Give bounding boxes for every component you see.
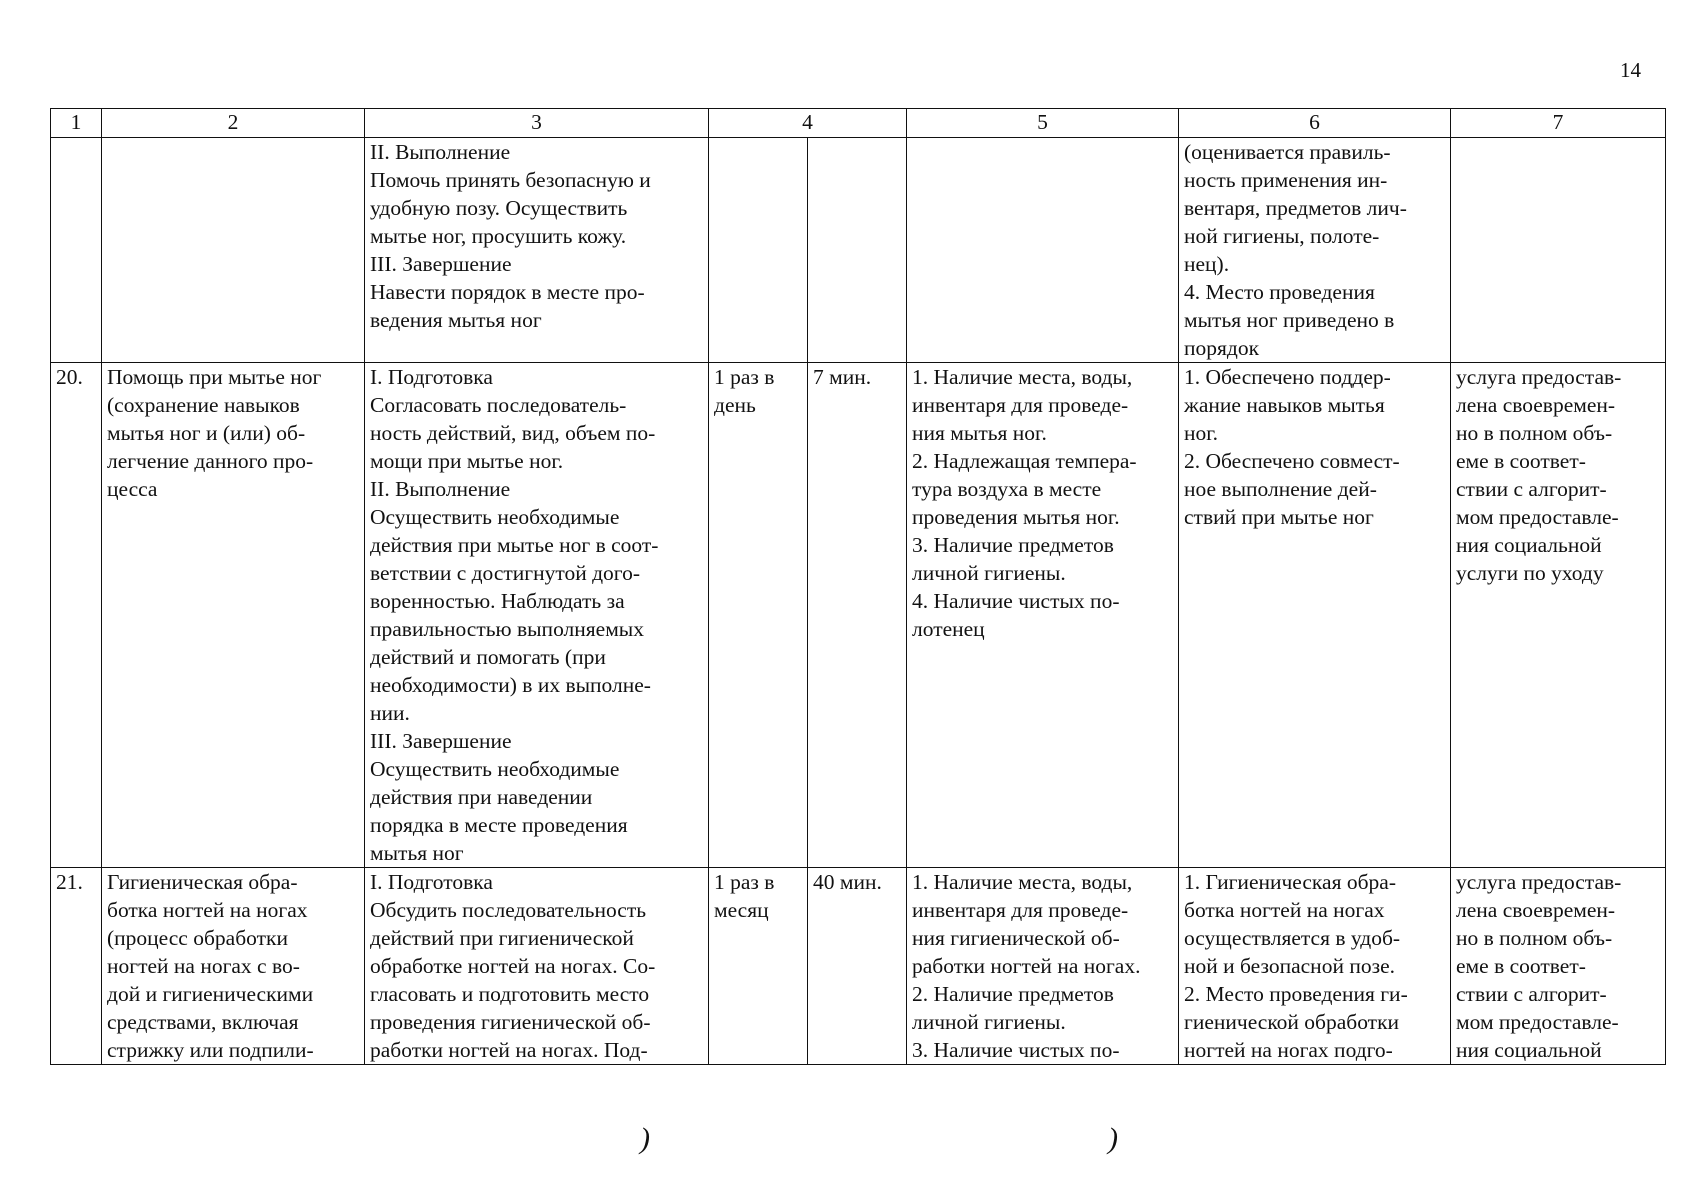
col-header-3: 3 — [365, 109, 709, 138]
col-header-5: 5 — [907, 109, 1179, 138]
conditions-line: ния мытья ног. — [912, 421, 1047, 445]
result-indicators-line: жание навыков мытья — [1184, 393, 1385, 417]
col-header-1: 1 — [51, 109, 102, 138]
result-indicators-line: 1. Обеспечено поддер- — [1184, 365, 1391, 389]
quality-assessment-cell — [1451, 138, 1666, 363]
service-steps-line: действий и помогать (при — [370, 645, 606, 669]
service-name-cell — [102, 138, 365, 363]
quality-assessment-line: лена своевремен- — [1456, 393, 1616, 417]
service-steps-line: мощи при мытье ног. — [370, 449, 564, 473]
service-name-cell — [102, 868, 365, 1065]
page-number: 14 — [1620, 58, 1641, 82]
result-indicators-line: ногтей на ногах подго- — [1184, 1038, 1393, 1062]
conditions-line: тура воздуха в месте — [912, 477, 1102, 501]
conditions-line: лотенец — [912, 617, 985, 641]
conditions-cell — [907, 138, 1179, 363]
quality-assessment-line: услуга предостав- — [1456, 870, 1622, 894]
service-name-line: ботка ногтей на ногах — [107, 898, 308, 922]
margin-mark-right: ) — [1108, 1122, 1118, 1155]
service-name-line: цесса — [107, 477, 158, 501]
result-indicators-line: порядок — [1184, 336, 1260, 360]
frequency-line: 1 раз в — [714, 870, 775, 894]
service-steps-line: ность действий, вид, объем по- — [370, 421, 656, 445]
row-number-cell: 21. — [51, 868, 102, 1065]
conditions-line: инвентаря для проведе- — [912, 898, 1129, 922]
frequency-cell — [709, 363, 808, 868]
service-steps-line: действий при гигиенической — [370, 926, 634, 950]
frequency-line: день — [714, 393, 756, 417]
result-indicators-line: мытья ног приведено в — [1184, 308, 1395, 332]
service-steps-line: удобную позу. Осуществить — [370, 196, 628, 220]
result-indicators-line: ботка ногтей на ногах — [1184, 898, 1385, 922]
margin-mark-left: ) — [640, 1122, 650, 1155]
service-steps-line: работки ногтей на ногах. Под- — [370, 1038, 648, 1062]
service-steps-line: воренностью. Наблюдать за — [370, 589, 625, 613]
result-indicators-line: 1. Гигиеническая обра- — [1184, 870, 1396, 894]
quality-assessment-line: но в полном объ- — [1456, 421, 1613, 445]
conditions-line: 1. Наличие места, воды, — [912, 365, 1133, 389]
frequency-cell — [709, 138, 808, 363]
result-indicators-line: нец). — [1184, 252, 1230, 276]
frequency-line: месяц — [714, 898, 769, 922]
service-steps-line: мытье ног, просушить кожу. — [370, 224, 627, 248]
service-steps-cell — [365, 363, 709, 868]
quality-assessment-line: еме в соответ- — [1456, 954, 1586, 978]
result-indicators-line: ное выполнение дей- — [1184, 477, 1377, 501]
service-steps-line: мытья ног — [370, 841, 464, 865]
service-steps-line: ведения мытья ног — [370, 308, 542, 332]
service-steps-line: гласовать и подготовить место — [370, 982, 650, 1006]
quality-assessment-line: ствии с алгорит- — [1456, 982, 1607, 1006]
table-row — [51, 138, 1666, 363]
quality-assessment-cell — [1451, 363, 1666, 868]
conditions-line: 1. Наличие места, воды, — [912, 870, 1133, 894]
result-indicators-line: 2. Место проведения ги- — [1184, 982, 1408, 1006]
conditions-cell — [907, 868, 1179, 1065]
duration-cell: 40 мин. — [808, 868, 907, 1065]
quality-assessment-line: услуга предостав- — [1456, 365, 1622, 389]
table-row — [51, 363, 1666, 868]
duration-cell — [808, 138, 907, 363]
quality-assessment-line: ния социальной — [1456, 533, 1602, 557]
quality-assessment-line: лена своевремен- — [1456, 898, 1616, 922]
service-steps-line: ветствии с достигнутой дого- — [370, 561, 640, 585]
result-indicators-line: ность применения ин- — [1184, 168, 1388, 192]
service-steps-line: действия при мытье ног в соот- — [370, 533, 659, 557]
table-row — [51, 868, 1666, 1065]
result-indicators-cell — [1179, 138, 1451, 363]
result-indicators-line: осуществляется в удоб- — [1184, 926, 1401, 950]
quality-assessment-line: но в полном объ- — [1456, 926, 1613, 950]
frequency-cell — [709, 868, 808, 1065]
conditions-line: 2. Надлежащая темпера- — [912, 449, 1137, 473]
quality-assessment-line: ния социальной — [1456, 1038, 1602, 1062]
conditions-line: инвентаря для проведе- — [912, 393, 1129, 417]
conditions-line: 3. Наличие чистых по- — [912, 1038, 1120, 1062]
result-indicators-line: 2. Обеспечено совмест- — [1184, 449, 1400, 473]
service-steps-line: II. Выполнение — [370, 477, 511, 501]
quality-assessment-line: услуги по уходу — [1456, 561, 1604, 585]
conditions-line: работки ногтей на ногах. — [912, 954, 1141, 978]
service-steps-line: III. Завершение — [370, 252, 512, 276]
col-header-7: 7 — [1451, 109, 1666, 138]
conditions-cell — [907, 363, 1179, 868]
service-name-line: мытья ног и (или) об- — [107, 421, 306, 445]
services-table — [50, 108, 1666, 1065]
quality-assessment-line: мом предоставле- — [1456, 505, 1619, 529]
service-name-line: Гигиеническая обра- — [107, 870, 298, 894]
row-number-cell — [51, 138, 102, 363]
col-header-4: 4 — [709, 109, 907, 138]
conditions-line: 2. Наличие предметов — [912, 982, 1114, 1006]
service-steps-line: II. Выполнение — [370, 140, 511, 164]
service-steps-line: Осуществить необходимые — [370, 505, 620, 529]
service-steps-line: порядка в месте проведения — [370, 813, 628, 837]
quality-assessment-line: ствии с алгорит- — [1456, 477, 1607, 501]
service-steps-line: Помочь принять безопасную и — [370, 168, 651, 192]
service-steps-line: Навести порядок в месте про- — [370, 280, 645, 304]
conditions-line: 4. Наличие чистых по- — [912, 589, 1120, 613]
result-indicators-line: ной и безопасной позе. — [1184, 954, 1395, 978]
result-indicators-line: 4. Место проведения — [1184, 280, 1375, 304]
result-indicators-cell — [1179, 868, 1451, 1065]
result-indicators-line: ствий при мытье ног — [1184, 505, 1374, 529]
service-name-line: (процесс обработки — [107, 926, 288, 950]
quality-assessment-line: мом предоставле- — [1456, 1010, 1619, 1034]
conditions-line: ния гигиенической об- — [912, 926, 1120, 950]
service-steps-cell — [365, 138, 709, 363]
col-header-6: 6 — [1179, 109, 1451, 138]
result-indicators-line: гиенической обработки — [1184, 1010, 1400, 1034]
service-name-line: дой и гигиеническими — [107, 982, 314, 1006]
service-steps-cell — [365, 868, 709, 1065]
conditions-line: личной гигиены. — [912, 1010, 1066, 1034]
service-name-line: ногтей на ногах с во- — [107, 954, 300, 978]
result-indicators-line: вентаря, предметов лич- — [1184, 196, 1407, 220]
service-steps-line: I. Подготовка — [370, 365, 493, 389]
duration-cell: 7 мин. — [808, 363, 907, 868]
service-steps-line: действия при наведении — [370, 785, 593, 809]
service-steps-line: обработке ногтей на ногах. Со- — [370, 954, 656, 978]
conditions-line: 3. Наличие предметов — [912, 533, 1114, 557]
service-steps-line: I. Подготовка — [370, 870, 493, 894]
conditions-line: личной гигиены. — [912, 561, 1066, 585]
col-header-2: 2 — [102, 109, 365, 138]
result-indicators-line: ног. — [1184, 421, 1219, 445]
service-steps-line: правильностью выполняемых — [370, 617, 644, 641]
service-name-line: стрижку или подпили- — [107, 1038, 314, 1062]
service-name-line: (сохранение навыков — [107, 393, 300, 417]
header-row — [51, 109, 1666, 138]
result-indicators-cell — [1179, 363, 1451, 868]
quality-assessment-line: еме в соответ- — [1456, 449, 1586, 473]
row-number-cell: 20. — [51, 363, 102, 868]
service-steps-line: нии. — [370, 701, 410, 725]
service-steps-line: III. Завершение — [370, 729, 512, 753]
service-steps-line: Обсудить последовательность — [370, 898, 647, 922]
service-steps-line: необходимости) в их выполне- — [370, 673, 651, 697]
service-name-line: легчение данного про- — [107, 449, 314, 473]
result-indicators-line: (оценивается правиль- — [1184, 140, 1391, 164]
service-steps-line: Осуществить необходимые — [370, 757, 620, 781]
frequency-line: 1 раз в — [714, 365, 775, 389]
result-indicators-line: ной гигиены, полоте- — [1184, 224, 1380, 248]
service-name-line: Помощь при мытье ног — [107, 365, 322, 389]
service-name-line: средствами, включая — [107, 1010, 299, 1034]
service-name-cell — [102, 363, 365, 868]
quality-assessment-cell — [1451, 868, 1666, 1065]
conditions-line: проведения мытья ног. — [912, 505, 1120, 529]
service-steps-line: проведения гигиенической об- — [370, 1010, 651, 1034]
service-steps-line: Согласовать последователь- — [370, 393, 627, 417]
